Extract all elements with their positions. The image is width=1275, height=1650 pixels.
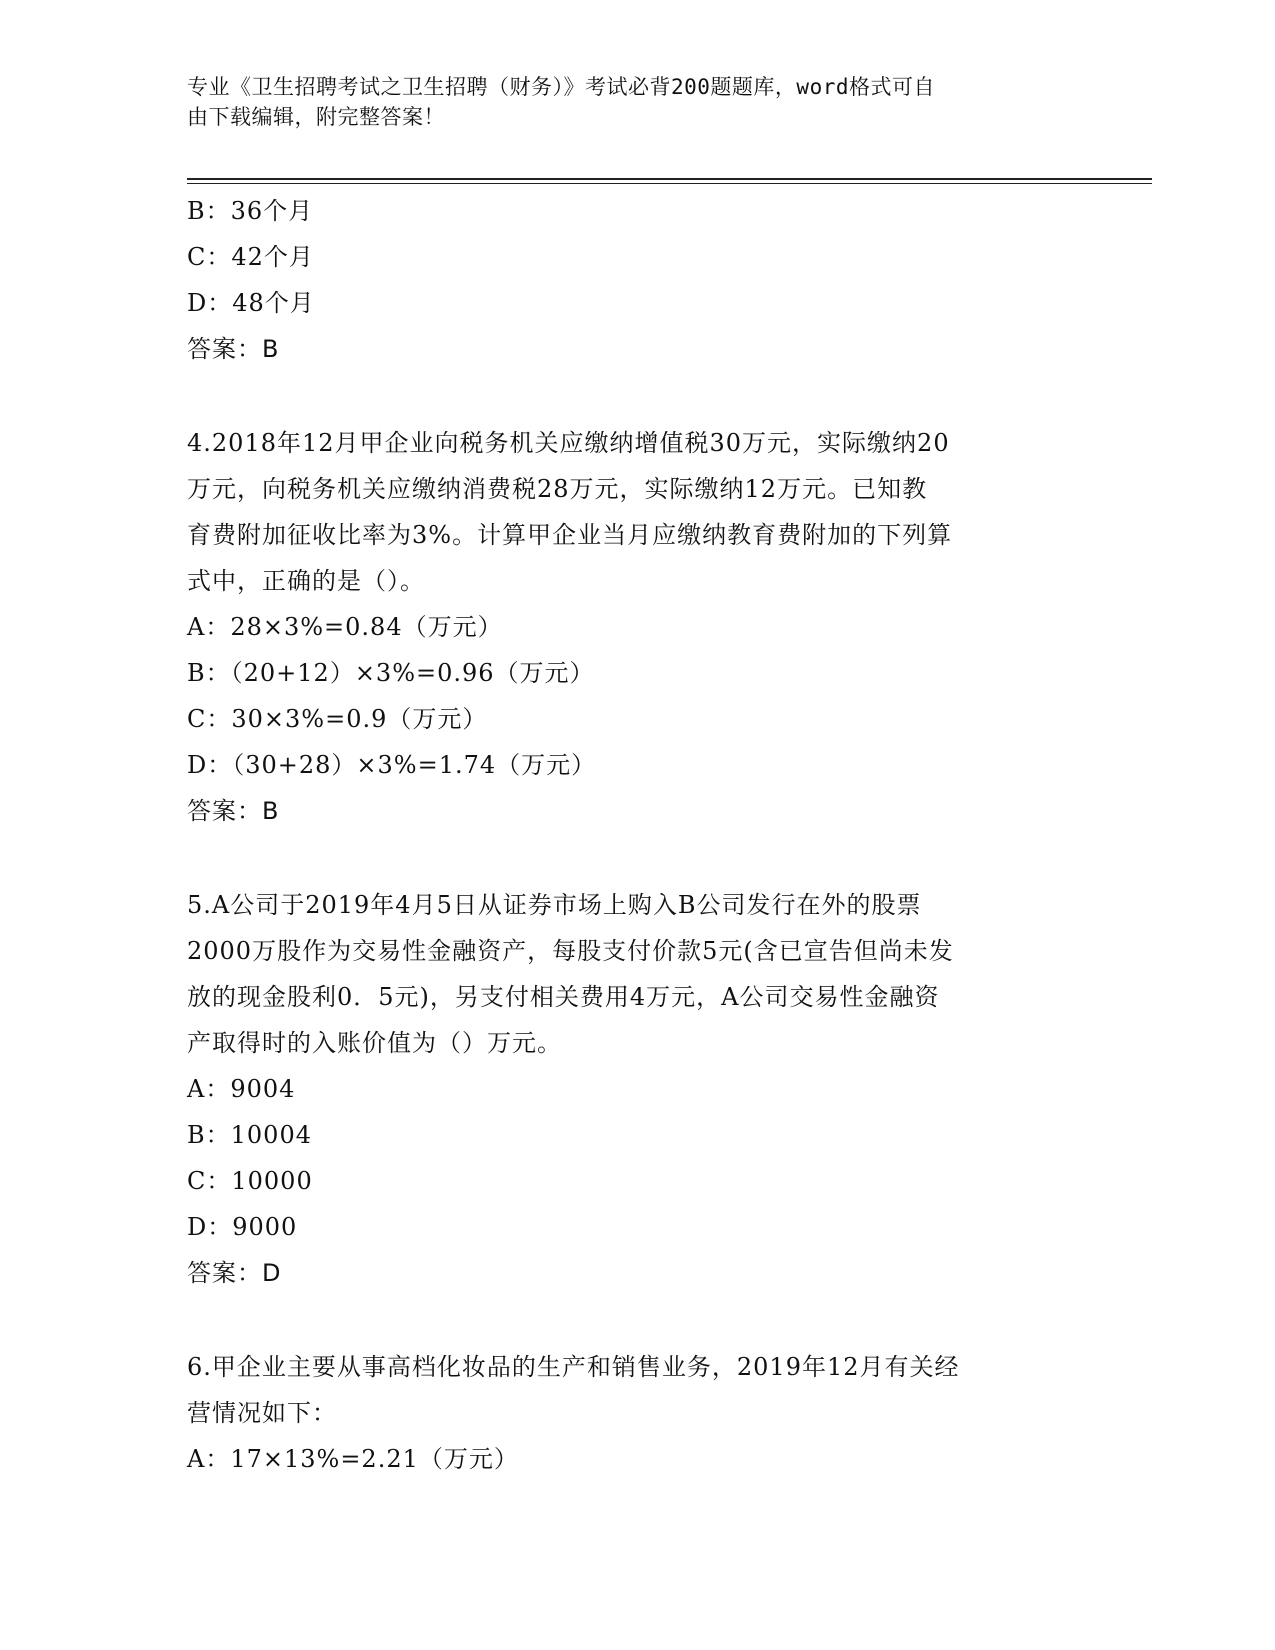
q5-option-d: D：9000 xyxy=(187,1213,298,1241)
q4-option-b: B：（20+12）×3%=0.96（万元） xyxy=(187,659,595,687)
q3-option-c: C：42个月 xyxy=(187,243,314,271)
header-line-2: 由下载编辑，附完整答案！ xyxy=(187,105,445,129)
q4-stem-line-3: 育费附加征收比率为3%。计算甲企业当月应缴纳教育费附加的下列算 xyxy=(187,521,953,549)
q4-stem-line-2: 万元，向税务机关应缴纳消费税28万元，实际缴纳12万元。已知教 xyxy=(187,475,928,503)
q5-option-c: C：10000 xyxy=(187,1167,313,1195)
header-line-1: 专业《卫生招聘考试之卫生招聘（财务）》考试必背200题题库，word格式可自 xyxy=(187,75,935,99)
q4-stem-line-4: 式中，正确的是（）。 xyxy=(187,567,425,595)
q5-option-a: A：9004 xyxy=(187,1075,296,1103)
q6-stem-line-1: 6.甲企业主要从事高档化妆品的生产和销售业务，2019年12月有关经 xyxy=(187,1353,960,1381)
q4-answer: 答案：B xyxy=(187,797,280,825)
q5-stem-line-3: 放的现金股利0．5元)，另支付相关费用4万元，A公司交易性金融资 xyxy=(187,983,940,1011)
q4-stem-line-1: 4.2018年12月甲企业向税务机关应缴纳增值税30万元，实际缴纳20 xyxy=(187,429,950,457)
q3-answer: 答案：B xyxy=(187,335,280,363)
page-header xyxy=(187,72,1067,132)
q6-option-a: A：17×13%=2.21（万元） xyxy=(187,1445,519,1473)
q6-stem-line-2: 营情况如下： xyxy=(187,1399,337,1427)
question-4 xyxy=(187,420,1087,834)
q3-option-b: B：36个月 xyxy=(187,197,314,225)
q4-option-d: D：（30+28）×3%=1.74（万元） xyxy=(187,751,597,779)
q5-option-b: B：10004 xyxy=(187,1121,312,1149)
question-6 xyxy=(187,1344,1087,1482)
q4-option-c: C：30×3%=0.9（万元） xyxy=(187,705,488,733)
q5-stem-line-1: 5.A公司于2019年4月5日从证券市场上购入B公司发行在外的股票 xyxy=(187,891,922,919)
document-body xyxy=(187,188,1087,1482)
q5-answer: 答案：D xyxy=(187,1259,282,1287)
q3-option-d: D：48个月 xyxy=(187,289,315,317)
q5-stem-line-4: 产取得时的入账价值为（）万元。 xyxy=(187,1029,562,1057)
question-3 xyxy=(187,188,1087,372)
header-rule-thick xyxy=(187,178,1152,180)
q4-option-a: A：28×3%=0.84（万元） xyxy=(187,613,503,641)
q5-stem-line-2: 2000万股作为交易性金融资产，每股支付价款5元(含已宣告但尚未发 xyxy=(187,937,954,965)
header-rule-thin xyxy=(187,183,1152,184)
question-5 xyxy=(187,882,1087,1296)
